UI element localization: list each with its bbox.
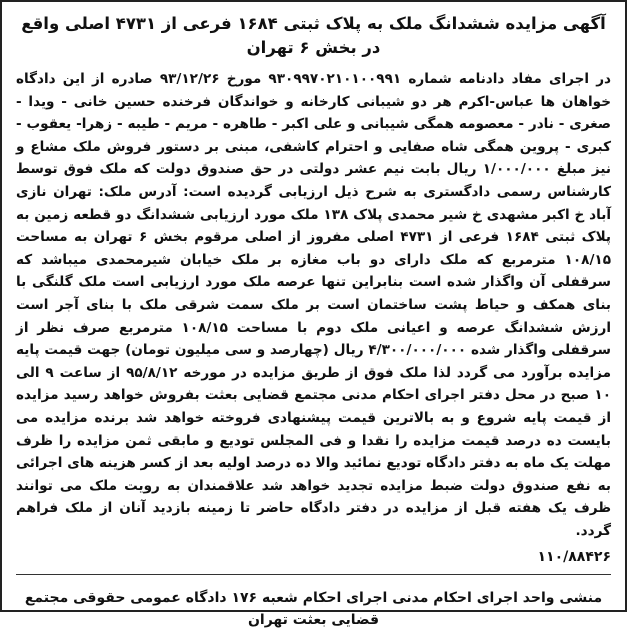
divider (16, 574, 611, 575)
signature-line: منشی واحد اجرای احکام مدنی اجرای احکام شعبه ۱۷۶ دادگاه عمومی حقوقی مجتمع قضایی بعثت تهران (24, 590, 603, 629)
notice-title: آگهی مزایده ششدانگ ملک به پلاک ثبتی ۱۶۸۴ فرعی از ۴۷۳۱ اصلی واقع در بخش ۶ تهران (21, 14, 606, 57)
notice-body: در اجرای مفاد دادنامه شماره ۹۳۰۹۹۷۰۲۱۰۱۰۰۹۹۱ مورخ ۹۳/۱۲/۲۶ صادره از این دادگاه خواهان ها عباس-اکرم هر دو شیبانی کارخانه و خواندگان فرخنده حسین خانی - ویدا - صغری - نادر - معصومه همگی شیبانی و علی اکبر - طاهره - مریم - طیبه - زهرا- یعقوب - کبری - پروین همگی شاه صفایی و احترام کاشفی، مبنی بر دستور فروش ملک مشاع و نیز مبلغ ۱/۰۰۰/۰۰۰ ریال بابت نیم عشر دولتی در حق صندوق دولت که ملک فوق توسط کارشناس رسمی دادگستری به شرح ذیل ارزیابی گردیده است: آدرس ملک: تهران نازی آباد خ اکبر مشهدی خ شیر محمدی پلاک ۱۳۸ ملک مورد ارزیابی ششدانگ دو قطعه زمین به پلاک ثبتی ۱۶۸۴ فرعی از ۴۷۳۱ اصلی مفروز از اصلی مرقوم بخش ۶ تهران به مساحت ۱۰۸/۱۵ مترمربع که ملک دارای دو باب مغازه بر ملک خیابان شیرمحمدی میباشد که سرقفلی آن واگذار شده است بنابراین تنها عرصه ملک مورد ارزیابی است ملک گلنگی با بنای همکف و حیاط پشت ساختمان است بر ملک سمت شرقی ملک با بنای آجر است ارزش ششدانگ عرصه و اعیانی ملک دوم با مساحت ۱۰۸/۱۵ مترمربع صرف نظر از سرقفلی واگذار شده ۴/۳۰۰/۰۰۰/۰۰۰ ریال (چهارصد و سی میلیون تومان) جهت قیمت پایه مزایده برآورد می گردد لذا ملک فوق از طریق مزایده در مورخه ۹۵/۸/۱۲ از ساعت ۹ الی ۱۰ صبح در محل دفتر اجرای احکام مدنی مجتمع قضایی بعثت بفروش خواهد رسید مزایده از قیمت پایه شروع و به بالاترین قیمت پیشنهادی فروخته خواهد شد برنده مزایده می بایست ده درصد قیمت مزایده را نقدا و فی المجلس تودیع و مابقی ثمن مزایده را ظرف مهلت یک ماه به دفتر دادگاه تودیع نمائید والا ده درصد اولیه بعد از کسر هزینه های اجرائی به نفع صندوق دولت ضبط مزایده تجدید خواهد شد علاقمندان به رویت ملک می توانند ظرف یک هفته قبل از مزایده در دفتر دادگاه حاضر تا زمینه بازدید آنان از ملک فراهم گردد. (16, 71, 612, 539)
reference-number: ۱۱۰/۸۸۴۲۶ (537, 549, 611, 566)
